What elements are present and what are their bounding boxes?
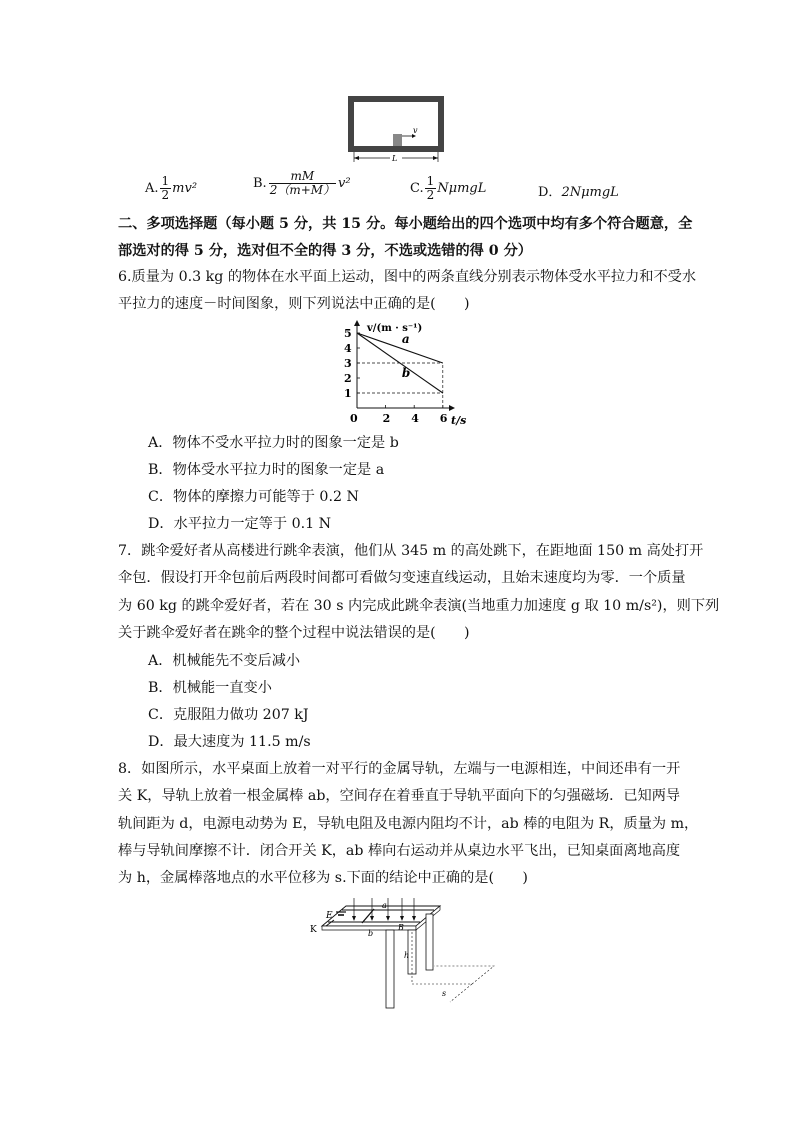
y-tick-label-3: 3 (344, 357, 352, 370)
chart-x-arrowhead (449, 405, 455, 411)
landing-dashed-side (450, 984, 472, 1002)
q6-option-d[interactable]: D．水平拉力一定等于 0.1 N (148, 516, 332, 532)
table-leg-front-right (386, 930, 394, 1008)
length-arrow-left (354, 156, 359, 160)
series-label-a: a (401, 332, 410, 346)
rail-table-figure (302, 896, 502, 1014)
label-switch: K (310, 925, 317, 935)
q6-option-c[interactable]: C．物体的摩擦力可能等于 0.2 N (148, 489, 359, 505)
q6-option-a[interactable]: A．物体不受水平拉力时的图象一定是 b (148, 435, 399, 451)
series-line-a (357, 333, 443, 363)
chart-ylabel: v/(m · s⁻¹) (367, 323, 423, 334)
q7-option-b[interactable]: B．机械能一直变小 (148, 680, 272, 696)
q5-option-a[interactable]: A. $\frac{1}{2}$ mv² (145, 174, 198, 202)
q5-option-d[interactable]: D．2NμmgL (538, 185, 619, 200)
section2-heading-line1: 二、多项选择题（每小题 5 分，共 15 分。每小题给出的四个选项中均有多个符合题意，全 (118, 216, 693, 232)
label-a: a (382, 901, 387, 910)
q6-option-b[interactable]: B．物体受水平拉力时的图象一定是 a (148, 462, 385, 478)
x-tick-label-2: 2 (382, 412, 391, 425)
q8-stem-line1: 8．如图所示，水平桌面上放着一对平行的金属导轨，左端与一电源相连，中间还串有一开 (118, 761, 681, 777)
q8-stem-line4: 棒与导轨间摩擦不计．闭合开关 K，ab 棒向右运动并从桌边水平飞出，已知桌面离地高度 (118, 843, 681, 859)
chart-y-arrowhead (354, 320, 360, 326)
y-tick-label-5: 5 (344, 327, 352, 340)
box-figure (340, 90, 460, 168)
label-height: h (404, 951, 410, 960)
x-tick-label-6: 6 (439, 412, 448, 425)
length-label: L (392, 154, 398, 163)
q8-stem-line2: 关 K，导轨上放着一根金属棒 ab，空间存在着垂直于导轨平面向下的匀强磁场．已知两导 (118, 788, 681, 804)
y-tick-label-1: 1 (344, 387, 352, 400)
label-emf: E (326, 911, 333, 921)
q5-option-b[interactable]: B. $\frac{mM}{2(m+M)}$ v² (253, 169, 351, 197)
q7-option-d[interactable]: D．最大速度为 11.5 m/s (148, 734, 311, 750)
x-tick-label-4: 4 (411, 412, 419, 425)
q8-stem-line5: 为 h，金属棒落地点的水平位移为 s.下面的结论中正确的是( ) (118, 870, 528, 886)
y-tick-label-2: 2 (344, 372, 352, 385)
label-b: b (368, 929, 374, 938)
q7-option-c[interactable]: C．克服阻力做功 207 kJ (148, 707, 309, 723)
q7-stem-line1: 7．跳伞爱好者从高楼进行跳伞表演，他们从 345 m 的高处跳下，在距地面 150 m 高处打开 (118, 543, 704, 559)
landing-dashed-outline (412, 966, 494, 984)
section2-heading-line2: 部选对的得 5 分，选对但不全的得 3 分，不选或选错的得 0 分） (118, 243, 532, 259)
q7-stem-line4: 关于跳伞爱好者在跳伞的整个过程中说法错误的是( ) (118, 625, 470, 641)
q7-option-a[interactable]: A．机械能先不变后减小 (148, 653, 301, 669)
q6-stem-line2: 平拉力的速度－时间图象，则下列说法中正确的是( ) (118, 296, 470, 312)
y-tick-label-4: 4 (344, 342, 352, 355)
series-label-b: b (401, 366, 411, 380)
label-displacement: s (442, 989, 447, 998)
chart-origin-label: 0 (350, 412, 358, 425)
label-field-B: B (398, 923, 404, 932)
q7-stem-line3: 为 60 kg 的跳伞爱好者，若在 30 s 内完成此跳伞表演(当地重力加速度 g 取 10 m/s²)，则下列 (118, 598, 720, 614)
small-block (393, 134, 402, 146)
length-arrow-right (433, 156, 438, 160)
q7-stem-line2: 伞包．假设打开伞包前后两段时间都可看做匀变速直线运动，且始末速度均为零．一个质量 (118, 570, 686, 586)
velocity-label: v (413, 126, 418, 135)
velocity-time-chart (335, 318, 475, 428)
q5-option-c[interactable]: C. $\frac{1}{2}$ NμmgL (410, 174, 487, 202)
q6-stem-line1: 6.质量为 0.3 kg 的物体在水平面上运动，图中的两条直线分别表示物体受水平拉力和不受水 (118, 269, 697, 285)
chart-xlabel: t/s (451, 414, 467, 427)
q8-stem-line3: 轨间距为 d，电源电动势为 E，导轨电阻及电源内阻均不计，ab 棒的电阻为 R，质量为 m， (118, 816, 699, 832)
table-leg-back-right (426, 914, 433, 970)
